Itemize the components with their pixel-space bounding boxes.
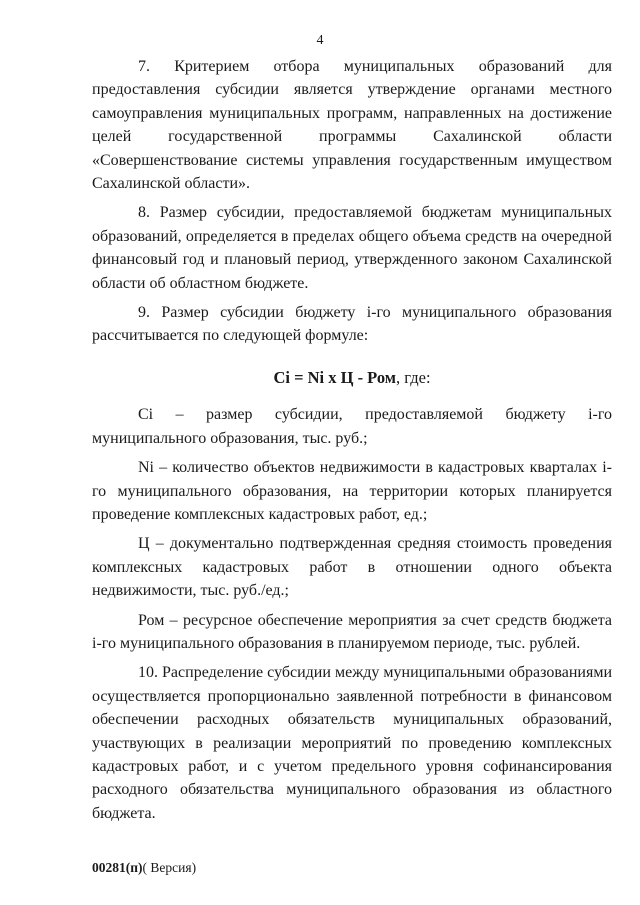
paragraph-10: 10. Распределение субсидии между муниципальными образованиями осуществляется пропорционально заявленной потребности в финансовом обеспечении расходных обязательств муниципальных образований, участвующих в реализации мероприятий по проведению комплексных кадастровых работ, и с учетом предельного уровня софинансирования расходного обязательства муниципального образования из областного бюджета. — [92, 664, 612, 822]
page-number: 4 — [316, 33, 324, 48]
formula-expression: Ci = Ni x Ц - Ром — [273, 367, 397, 387]
definition-rom: Ром – ресурсное обеспечение мероприятия за счет средств бюджета i-го муниципального образования в планируемом периоде, тыс. рублей. — [92, 611, 612, 652]
formula-suffix: , где: — [396, 367, 431, 387]
paragraph-7: 7. Критерием отбора муниципальных образований для предоставления субсидии является утверждение органами местного самоуправления муниципальных программ, направленных на достижение целей государственной программы Сахалинской области «Совершенствование системы управления государственным имуществом Сахалинской области». — [92, 58, 612, 193]
paragraph-9: 9. Размер субсидии бюджету i-го муниципального образования рассчитывается по следующей формуле: — [92, 304, 612, 345]
definition-ci: Ci – размер субсидии, предоставляемой бюджету i-го муниципального образования, тыс. руб.; — [92, 406, 612, 447]
document-body — [92, 55, 612, 831]
document-footer — [92, 860, 196, 876]
formula — [92, 366, 612, 389]
footer-code: 00281(п) — [92, 860, 143, 875]
definition-ni: Ni – количество объектов недвижимости в кадастровых кварталах i-го муниципального образования, на территории которых планируется проведение комплексных кадастровых работ, ед.; — [92, 459, 612, 523]
paragraph-8: 8. Размер субсидии, предоставляемой бюджетам муниципальных образований, определяется в пределах общего объема средств на очередной финансовый год и плановый период, утвержденного законом Сахалинской области об областном бюджете. — [92, 204, 612, 292]
definition-c: Ц – документально подтвержденная средняя стоимость проведения комплексных кадастровых работ в отношении одного объекта недвижимости, тыс. руб./ед.; — [92, 535, 612, 600]
footer-version: ( Версия) — [142, 860, 197, 875]
